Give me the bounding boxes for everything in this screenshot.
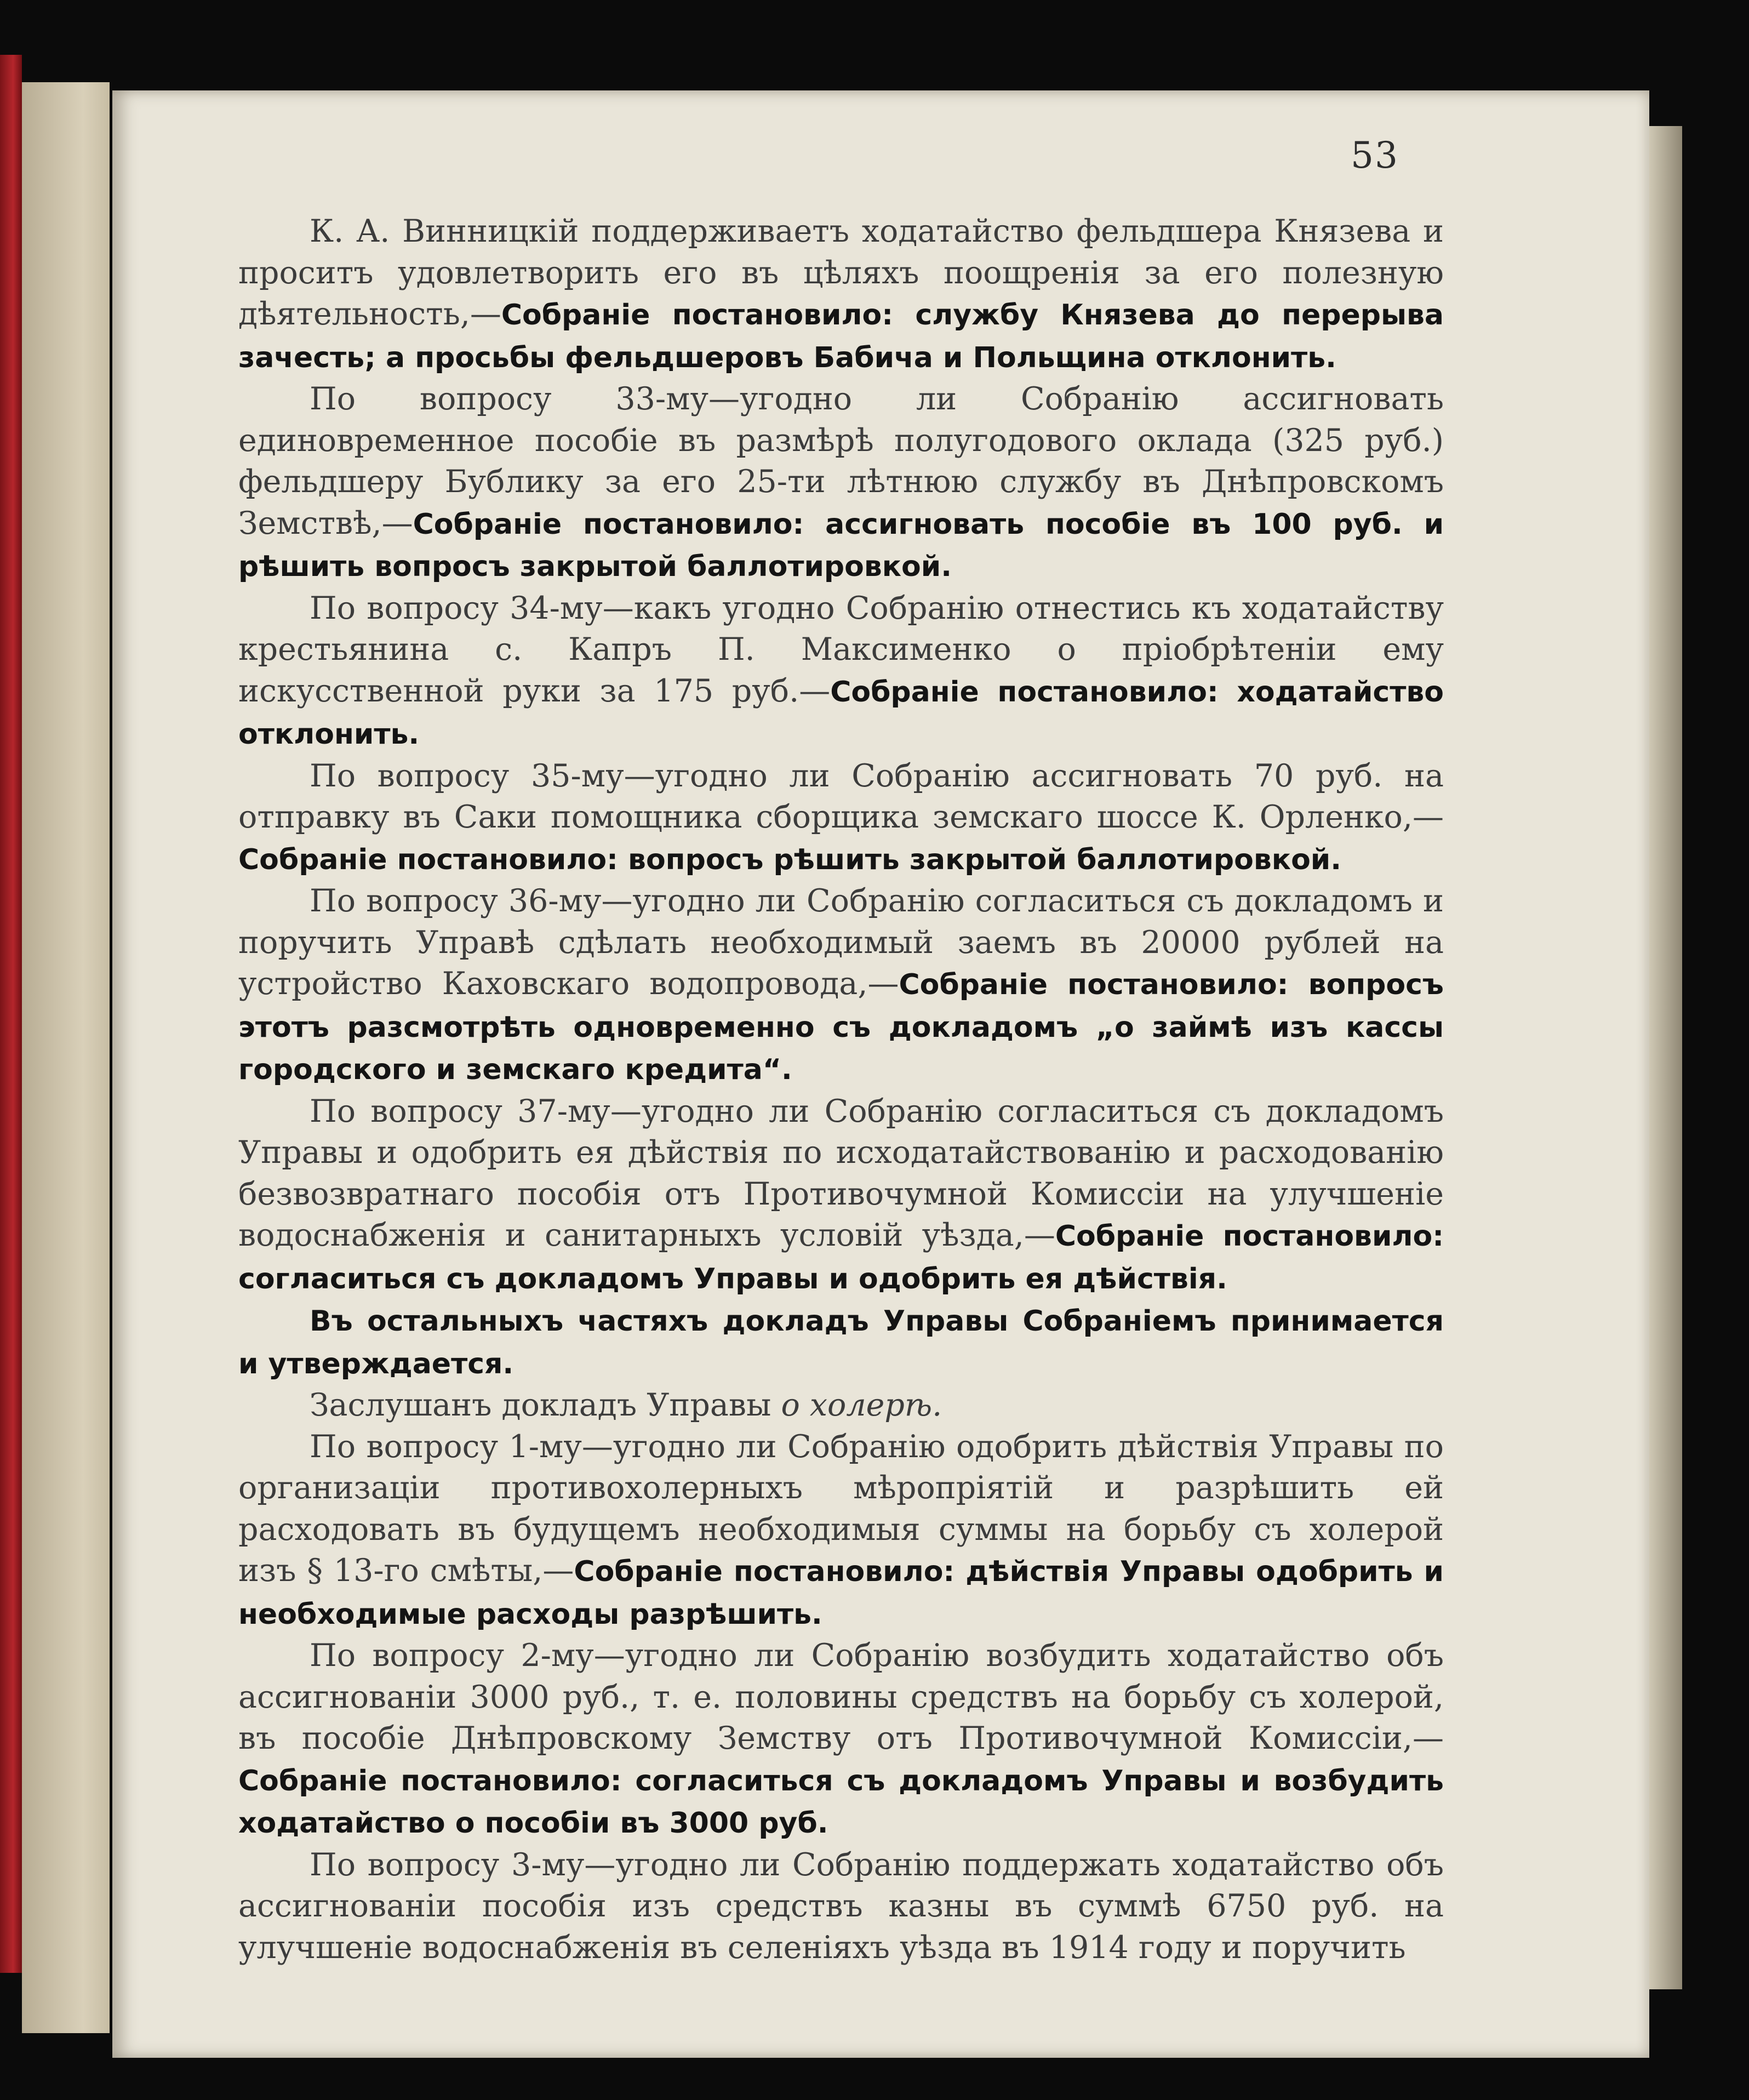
paragraph-4: [238, 756, 1444, 881]
resolution-text: Собраніе постановило: ходатайство отклонить.: [238, 675, 1444, 751]
paragraph-text: По вопросу 36-му—угодно ли Собранію согласиться съ докладомъ и поручить Управѣ сдѣлать необходимый заемъ въ 20000 рублей на устройство Каховскаго водопровода,—: [238, 883, 1444, 1002]
paragraph-10: [238, 1635, 1444, 1845]
paragraph-text: По вопросу 37-му—угодно ли Собранію согласиться съ докладомъ Управы и одобрить ея дѣйствія по исходатайствованію и расходованію безвозвратнаго пособія отъ Противочумной Комиссіи на улучшеніе водоснабженія и санитарныхъ условій уѣзда,—: [238, 1093, 1444, 1253]
left-book-edge: [0, 55, 22, 1973]
paragraph-11: [238, 1845, 1444, 1970]
resolution-text: Собраніе постановило: вопросъ рѣшить закрытой баллотировкой.: [238, 843, 1341, 876]
paragraph-text: По вопросу 2-му—угодно ли Собранію возбудить ходатайство объ ассигнованіи 3000 руб., т. е. половины средствъ на борьбу съ холерой, въ пособіе Днѣпровскому Земству отъ Противочумной Комиссіи,—: [238, 1637, 1444, 1756]
resolution-text: Собраніе постановило: согласиться съ докладомъ Управы и возбудить ходатайство о пособіи въ 3000 руб.: [238, 1764, 1444, 1840]
underlying-page: [22, 82, 110, 2033]
paragraph-text: К. А. Винницкій поддерживаетъ ходатайство фельдшера Князева и проситъ удовлетворить его въ цѣляхъ поощренія за его полезную дѣятельность,—: [238, 213, 1444, 332]
paragraph-5: [238, 881, 1444, 1091]
resolution-text: Собраніе постановило: службу Князева до перерыва зачесть; а просьбы фельдшеровъ Бабича и Польщина отклонить.: [238, 299, 1444, 374]
resolution-text: Собраніе постановило: согласиться съ докладомъ Управы и одобрить ея дѣйствія.: [238, 1220, 1444, 1296]
paragraph-text: По вопросу 1-му—угодно ли Собранію одобрить дѣйствія Управы по организаціи противохолерныхъ мѣропріятій и разрѣшить ей расходовать въ будущемъ необходимыя суммы на борьбу съ холерой изъ § 13-го смѣты,—: [238, 1428, 1444, 1589]
paragraph-text: По вопросу 3-му—угодно ли Собранію поддержать ходатайство объ ассигнованіи пособія изъ средствъ казны въ суммѣ 6750 руб. на улучшеніе водоснабженія въ селеніяхъ уѣзда въ 1914 году и поручить: [238, 1846, 1444, 1966]
right-book-edge: [1649, 126, 1682, 1989]
paragraph-3: [238, 588, 1444, 756]
page-body: [238, 211, 1444, 1970]
paragraph-text: По вопросу 33-му—угодно ли Собранію ассигновать единовременное пособіе въ размѣрѣ полугодового оклада (325 руб.) фельдшеру Бублику за его 25-ти лѣтнюю службу въ Днѣпровскомъ Земствѣ,—: [238, 381, 1444, 541]
resolution-text: Собраніе постановило: вопросъ этотъ разсмотрѣть одновременно съ докладомъ „о займѣ изъ кассы городского и земскаго кредита“.: [238, 968, 1444, 1086]
resolution-text: Собраніе постановило: ассигновать пособіе въ 100 руб. и рѣшить вопросъ закрытой баллотировкой.: [238, 507, 1444, 583]
resolution-text: Въ остальныхъ частяхъ докладъ Управы Собраніемъ принимается и утверждается.: [238, 1305, 1444, 1380]
paragraph-2: [238, 379, 1444, 588]
italic-text: о холерѣ.: [781, 1387, 942, 1423]
paragraph-6: [238, 1091, 1444, 1300]
paragraph-text: Заслушанъ докладъ Управы: [310, 1387, 781, 1423]
resolution-text: Собраніе постановило: дѣйствія Управы одобрить и необходимые расходы разрѣшить.: [238, 1555, 1444, 1631]
paragraph-9: [238, 1426, 1444, 1636]
paragraph-text: По вопросу 35-му—угодно ли Собранію ассигновать 70 руб. на отправку въ Саки помощника сборщика земскаго шоссе К. Орленко,—: [238, 757, 1444, 835]
page-number: 53: [1351, 134, 1399, 176]
paragraph-7: [238, 1300, 1444, 1385]
paragraph-text: По вопросу 34-му—какъ угодно Собранію отнестись къ ходатайству крестьянина с. Капръ П. Максименко о пріобрѣтеніи ему искусственной руки за 175 руб.—: [238, 590, 1444, 709]
paragraph-1: [238, 211, 1444, 379]
paragraph-8: [238, 1385, 1444, 1426]
